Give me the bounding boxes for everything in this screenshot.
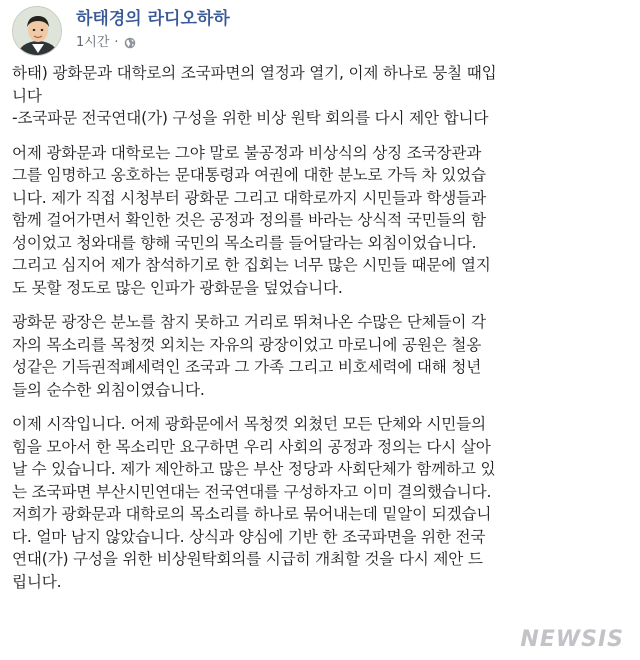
text-line: 성같은 기득권적폐세력인 조국과 그 가족 그리고 비호세력에 대해 청년 [12,358,482,376]
text-line: 는 조국파면 부산시민연대는 전국연대를 구성하자고 이미 결의했습니다. [12,482,492,501]
profile-photo-icon [13,7,62,56]
post-meta [76,8,230,51]
post-paragraph [12,311,632,401]
post-paragraph [12,62,632,130]
text-line: 날 수 있습니다. 제가 제안하고 많은 부산 정당과 사회단체가 함께하고 있 [12,460,496,478]
text-line: 립니다. [12,572,62,591]
text-line: 그리고 심지어 제가 참석하기로 한 집회는 너무 많은 시민들 때문에 열지 [12,256,491,274]
text-line: 그를 임명하고 옹호하는 문대통령과 여권에 대한 분노로 가득 차 있었습 [12,166,486,184]
text-line: 니다 [12,86,42,105]
text-line: 이제 시작입니다. 어제 광화문에서 목청껏 외쳤던 모든 단체와 시민들의 [12,415,486,433]
text-line: 하태) 광화문과 대학로의 조국파면의 열정과 열기, 이제 하나로 뭉칠 때입 [12,64,497,82]
text-line: 다. 얼마 남지 않았습니다. 상식과 양심에 기반 한 조국파면을 위한 전국 [12,527,486,546]
page-name-link[interactable]: 하태경의 라디오하하 [76,9,230,29]
separator-dot: · [114,35,119,50]
text-line: 함께 걸어가면서 확인한 것은 공정과 정의를 바라는 상식적 국민들의 함 [12,211,486,229]
post-body [12,62,632,605]
avatar[interactable] [12,6,62,56]
post-paragraph [12,413,632,593]
text-line: 자의 목소리를 목청껏 외치는 자유의 광장이었고 마로니에 공원은 철옹 [12,335,482,354]
post-header [12,6,230,58]
text-line: 니다. 제가 직접 시청부터 광화문 그리고 대학로까지 시민들과 학생들과 [12,188,486,207]
post-timestamp[interactable]: 1시간 [76,35,110,50]
post-paragraph [12,142,632,300]
text-line: 성이었고 청와대를 향해 국민의 목소리를 들어달라는 외침이었습니다. [12,233,477,252]
text-line: 도 못할 정도로 많은 인파가 광화문을 덮었습니다. [12,278,343,297]
globe-icon[interactable] [124,37,136,49]
text-line: 어제 광화문과 대학로는 그야 말로 불공정과 비상식의 상징 조국장관과 [12,143,482,162]
text-line: -조국파문 전국연대(가) 구성을 위한 비상 원탁 회의를 다시 제안 합니다 [12,109,489,127]
text-line: 힘을 모아서 한 목소리만 요구하면 우리 사회의 공정과 정의는 다시 살아 [12,437,491,456]
text-line: 광화문 광장은 분노를 참지 못하고 거리로 뛰쳐나온 수많은 단체들이 각 [12,313,486,331]
text-line: 연대(가) 구성을 위한 비상원탁회의를 시급히 개최할 것을 다시 제안 드 [12,550,483,568]
text-line: 들의 순수한 외침이였습니다. [12,380,205,399]
newsis-watermark: NEWSIS [520,627,624,652]
text-line: 저희가 광화문과 대학로의 목소리를 하나로 묶어내는데 밑알이 되겠습니 [12,505,492,523]
post-subline [76,35,230,51]
